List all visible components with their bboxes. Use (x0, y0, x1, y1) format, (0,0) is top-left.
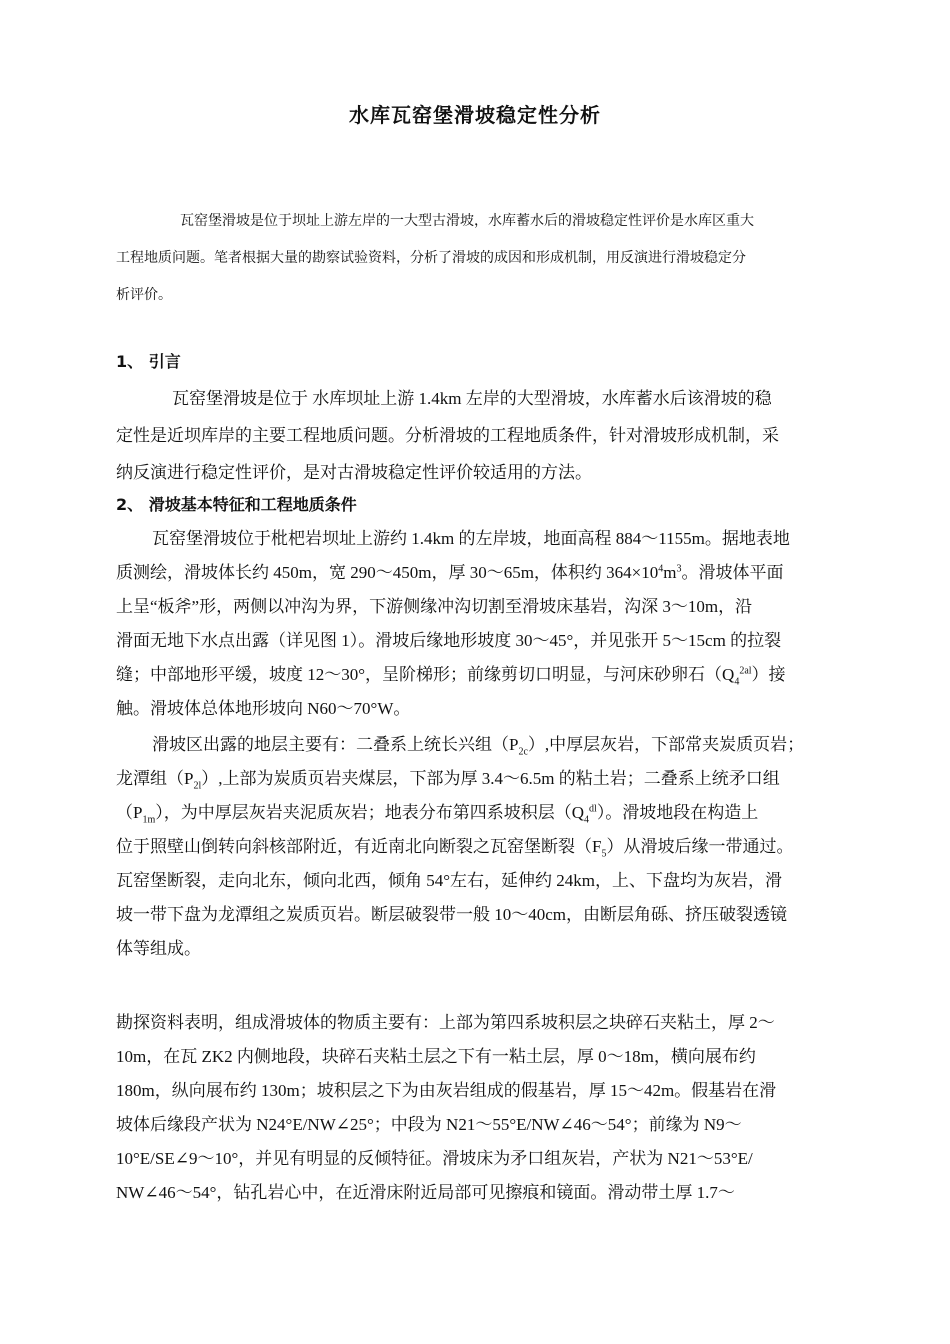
paragraph-line: 滑面无地下水点出露（详见图 1）。滑坡后缘地形坡度 30～45°，并见张开 5～15cm 的拉裂 (116, 631, 782, 650)
paragraph-line: 瓦窑堡滑坡位于枇杷岩坝址上游约 1.4km 的左岸坡，地面高程 884～1155m。据地表地 (152, 529, 790, 548)
abstract-line: 瓦窑堡滑坡是位于坝址上游左岸的一大型古滑坡，水库蓄水后的滑坡稳定性评价是水库区重大 (180, 214, 754, 229)
paragraph-features (116, 522, 876, 726)
paragraph-line: $(P_{1m})$，为中厚层灰岩夹泥质灰岩；地表分布第四系坡积层$(Q_4^{dl})$。滑坡地段在构造上 (116, 803, 759, 826)
abstract-line: 析评价。 (116, 288, 172, 303)
section-heading: 2、 滑坡基本特征和工程地质条件 (116, 495, 357, 514)
paragraph-line: 10m，在瓦 ZK2 内侧地段，块碎石夹粘土层之下有一粘土层，厚 0～18m，横向展布约 (116, 1047, 756, 1066)
paragraph-line: 瓦窑堡断裂，走向北东，倾向北西，倾角 54°左右，延伸约 24km，上、下盘均为灰岩，滑 (116, 871, 783, 890)
paragraph-line: NW∠46～54°，钻孔岩心中，在近滑床附近局部可见擦痕和镜面。滑动带土厚 1.7～ (116, 1183, 735, 1202)
paragraph-line: 体等组成。 (116, 939, 201, 958)
paragraph-line: 定性是近坝库岸的主要工程地质问题。分析滑坡的工程地质条件，针对滑坡形成机制，采 (116, 426, 779, 445)
paragraph-line: 10°E/SE∠9～10°，并见有明显的反倾特征。滑坡床为矛口组灰岩，产状为 N21～53°E/ (116, 1149, 753, 1168)
paragraph-line: 位于照壁山倒转向斜核部附近，有近南北向断裂之瓦窑堡断裂$(F_5)$从滑坡后缘一带通过。 (116, 837, 794, 860)
paragraph-line: 触。滑坡体总体地形坡向 N60～70°W。 (116, 699, 411, 718)
section-introduction (116, 343, 876, 491)
paragraph-line: 180m，纵向展布约 130m；坡积层之下为由灰岩组成的假基岩，厚 15～42m。假基岩在滑 (116, 1081, 777, 1100)
paragraph-line: 纳反演进行稳定性评价，是对古滑坡稳定性评价较适用的方法。 (116, 463, 592, 482)
paragraph-line: 瓦窑堡滑坡是位于 水库坝址上游 1.4km 左岸的大型滑坡，水库蓄水后该滑坡的稳 (172, 389, 772, 408)
paragraph-line: 缝；中部地形平缓，坡度 12～30°，呈阶梯形；前缘剪切口明显，与河床砂卵石$(Q_4^{2al})$接 (116, 665, 786, 688)
paragraph-line: 上呈“板斧”形，两侧以冲沟为界，下游侧缘冲沟切割至滑坡床基岩，沟深 3～10m，沿 (116, 597, 753, 616)
paragraph-line: 勘探资料表明，组成滑坡体的物质主要有：上部为第四系坡积层之块碎石夹粘土，厚 2～ (116, 1013, 775, 1032)
abstract (116, 203, 876, 314)
document-title: 水库瓦窑堡滑坡稳定性分析 (349, 103, 601, 127)
paragraph-line: 滑坡区出露的地层主要有：二叠系上统长兴组$(P_{2c})$,中厚层灰岩，下部常夹炭质页岩； (152, 735, 805, 758)
paragraph-line: 坡一带下盘为龙潭组之炭质页岩。断层破裂带一般 10～40cm，由断层角砾、挤压破裂透镜 (116, 905, 788, 924)
section-heading: 1、 引言 (116, 352, 181, 371)
section-geology (116, 488, 876, 522)
paragraph-materials (116, 1006, 876, 1210)
paragraph-line: 质测绘，滑坡体长约 450m，宽 290～450m，厚 30～65m，体积约 $364\times 10^4m^3$。滑坡体平面 (116, 563, 784, 582)
paragraph-line: 龙潭组$(P_{2l})$,上部为炭质页岩夹煤层，下部为厚 3.4～6.5m 的粘土岩；二叠系上统矛口组 (116, 769, 780, 792)
abstract-line: 工程地质问题。笔者根据大量的勘察试验资料，分析了滑坡的成因和形成机制，用反演进行滑坡稳定分 (116, 251, 746, 266)
paragraph-line: 坡体后缘段产状为 N24°E/NW∠25°；中段为 N21～55°E/NW∠46～54°；前缘为 N9～ (116, 1115, 742, 1134)
paragraph-strata (116, 728, 876, 966)
